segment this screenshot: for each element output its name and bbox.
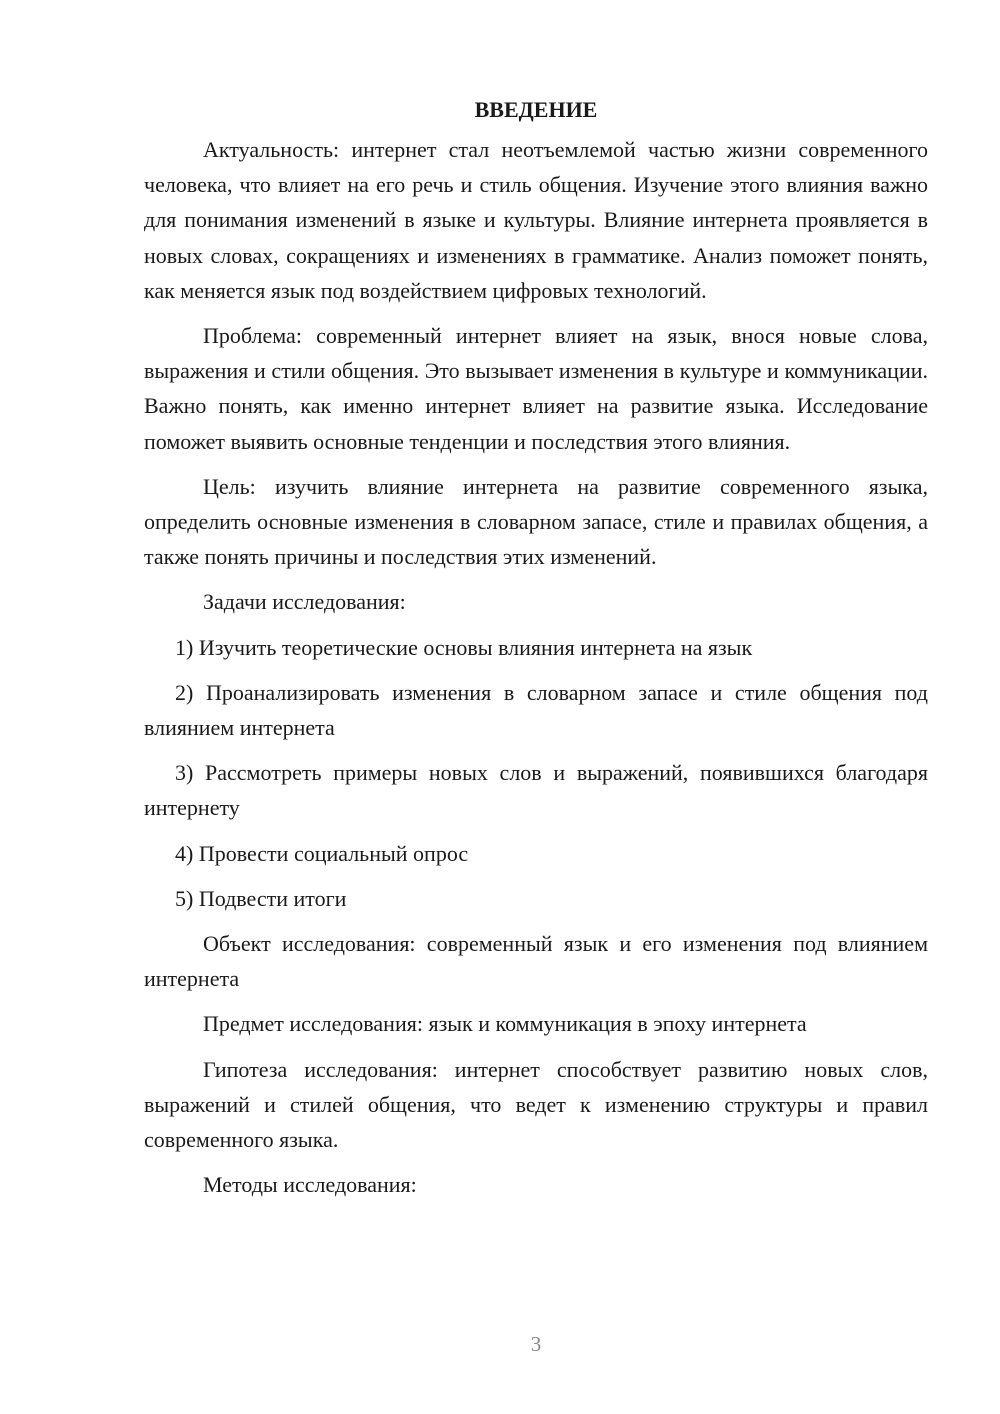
methods-heading: Методы исследования: bbox=[203, 1172, 417, 1198]
document-page bbox=[144, 88, 928, 1212]
task-item: 4) Провести социальный опрос bbox=[175, 840, 469, 866]
problem-paragraph: Проблема: современный интернет влияет на язык, внося новые слова, выражения и стили общения. Это вызывает изменения в культуре и коммуникации. Важно понять, как именно интернет влияет на развитие языка. Исследование поможет выявить основные тенденции и последствия этого влияния. bbox=[144, 323, 928, 454]
goal-paragraph: Цель: изучить влияние интернета на развитие современного языка, определить основные изменения в словарном запасе, стиле и правилах общения, а также понять причины и последствия этих изменений. bbox=[144, 473, 928, 570]
task-item: 3) Рассмотреть примеры новых слов и выражений, появившихся благодаря интернету bbox=[144, 760, 928, 821]
page-number: 3 bbox=[530, 1332, 542, 1356]
relevance-paragraph: Актуальность: интернет стал неотъемлемой частью жизни современного человека, что влияет на его речь и стиль общения. Изучение этого влияния важно для понимания изменений в языке и культуры. Влияние интернета проявляется в новых словах, сокращениях и изменениях в грамматике. Анализ поможет понять, как меняется язык под воздействием цифровых технологий. bbox=[144, 137, 928, 303]
subject-paragraph: Предмет исследования: язык и коммуникация в эпоху интернета bbox=[203, 1011, 807, 1037]
task-item: 1) Изучить теоретические основы влияния интернета на язык bbox=[175, 634, 753, 660]
task-item: 2) Проанализировать изменения в словарном запасе и стиле общения под влиянием интернета bbox=[144, 679, 928, 741]
hypothesis-paragraph: Гипотеза исследования: интернет способствует развитию новых слов, выражений и стилей общения, что ведет к изменению структуры и правил современного языка. bbox=[144, 1056, 928, 1153]
task-item: 5) Подвести итоги bbox=[175, 885, 347, 911]
object-paragraph: Объект исследования: современный язык и его изменения под влиянием интернета bbox=[144, 931, 928, 992]
page-title: ВВЕДЕНИЕ bbox=[474, 97, 598, 122]
tasks-heading: Задачи исследования: bbox=[203, 589, 406, 615]
